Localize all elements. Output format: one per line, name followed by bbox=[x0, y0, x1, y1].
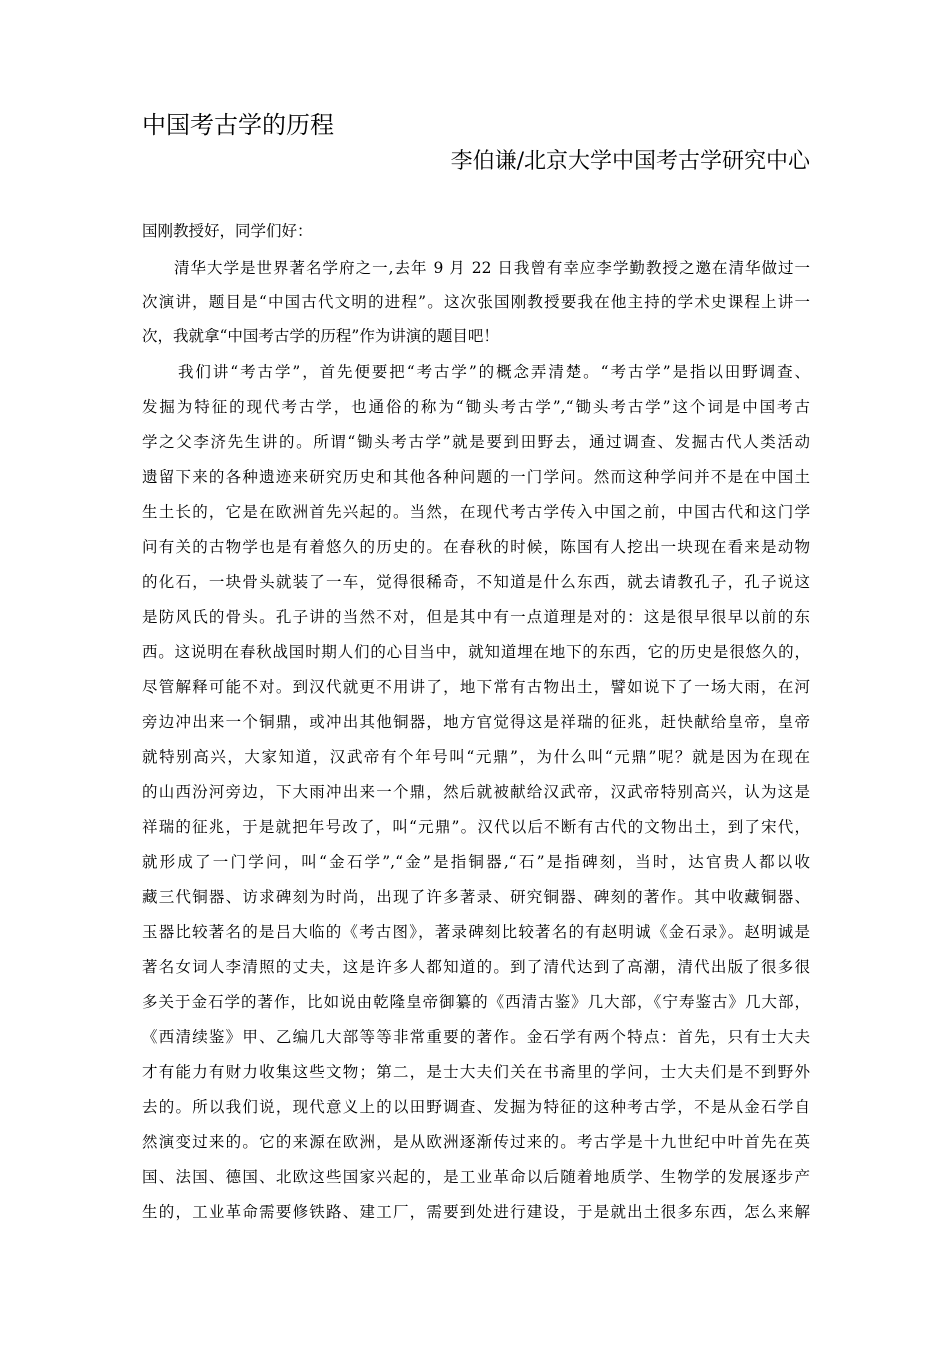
paragraph-line: 的化石，一块骨头就装了一车，觉得很稀奇，不知道是什么东西，就去请教孔子，孔子说这 bbox=[142, 573, 810, 591]
paragraph-line: 就形成了一门学问，叫“金石学”,“金”是指铜器,“石”是指碑刻，当时，达官贵人都以收 bbox=[142, 853, 810, 871]
paragraph-line: 祥瑞的征兆，于是就把年号改了，叫“元鼎”。汉代以后不断有古代的文物出土，到了宋代， bbox=[142, 818, 810, 836]
paragraph-line: 尽管解释可能不对。到汉代就更不用讲了，地下常有古物出土，譬如说下了一场大雨，在河 bbox=[142, 678, 810, 696]
paragraph-line: 次演讲，题目是“中国古代文明的进程”。这次张国刚教授要我在他主持的学术史课程上讲一 bbox=[142, 293, 810, 311]
paragraph-line: 国、法国、德国、北欧这些国家兴起的，是工业革命以后随着地质学、生物学的发展逐步产 bbox=[142, 1168, 810, 1186]
paragraph-line: 多关于金石学的著作，比如说由乾隆皇帝御纂的《西清古鉴》几大部，《宁寿鉴古》几大部， bbox=[142, 993, 810, 1011]
paragraph-line: 去的。所以我们说，现代意义上的以田野调查、发掘为特征的这种考古学，不是从金石学自 bbox=[142, 1098, 810, 1116]
paragraph-line: 的山西汾河旁边，下大雨冲出来一个鼎，然后就被献给汉武帝，汉武帝特别高兴，认为这是 bbox=[142, 783, 810, 801]
paragraph-line: 然演变过来的。它的来源在欧洲，是从欧洲逐渐传过来的。考古学是十九世纪中叶首先在英 bbox=[142, 1133, 810, 1151]
paragraph-line: 次，我就拿“中国考古学的历程”作为讲演的题目吧！ bbox=[142, 327, 499, 345]
paragraph-line: 生的，工业革命需要修铁路、建工厂，需要到处进行建设，于是就出土很多东西，怎么来解 bbox=[142, 1203, 810, 1221]
paragraph-line: 旁边冲出来一个铜鼎，或冲出其他铜器，地方官觉得这是祥瑞的征兆，赶快献给皇帝，皇帝 bbox=[142, 713, 810, 731]
paragraph-line: 玉器比较著名的是吕大临的《考古图》，著录碑刻比较著名的有赵明诚《金石录》。赵明诚是 bbox=[142, 923, 810, 941]
paragraph-line: 遗留下来的各种遗迹来研究历史和其他各种问题的一门学问。然而这种学问并不是在中国土 bbox=[142, 468, 810, 486]
paragraph-line: 著名女词人李清照的丈夫，这是许多人都知道的。到了清代达到了高潮，清代出版了很多很 bbox=[142, 958, 810, 976]
paragraph-line: 藏三代铜器、访求碑刻为时尚，出现了许多著录、研究铜器、碑刻的著作。其中收藏铜器、 bbox=[142, 888, 810, 906]
paragraph-line: 发掘为特征的现代考古学，也通俗的称为“锄头考古学”,“锄头考古学”这个词是中国考古 bbox=[142, 398, 810, 416]
paragraph-line: 就特别高兴，大家知道，汉武帝有个年号叫“元鼎”，为什么叫“元鼎”呢？就是因为在现在 bbox=[142, 748, 810, 766]
document-title: 中国考古学的历程 bbox=[142, 111, 334, 139]
paragraph-line: 是防风氏的骨头。孔子讲的当然不对，但是其中有一点道理是对的：这是很早很早以前的东 bbox=[142, 608, 810, 626]
paragraph-line: 问有关的古物学也是有着悠久的历史的。在春秋的时候，陈国有人挖出一块现在看来是动物 bbox=[142, 538, 810, 556]
paragraph-line: 学之父李济先生讲的。所谓“锄头考古学”就是要到田野去，通过调查、发掘古代人类活动 bbox=[142, 433, 810, 451]
greeting: 国刚教授好，同学们好： bbox=[142, 222, 313, 240]
paragraph-line: 我们讲“考古学”，首先便要把“考古学”的概念弄清楚。“考古学”是指以田野调查、 bbox=[178, 363, 810, 381]
paragraph-line: 清华大学是世界著名学府之一,去年 9 月 22 日我曾有幸应李学勤教授之邀在清华做过一 bbox=[174, 259, 810, 277]
paragraph-line: 才有能力有财力收集这些文物；第二，是士大夫们关在书斋里的学问，士大夫们是不到野外 bbox=[142, 1063, 810, 1081]
paragraph-line: 《西清续鉴》甲、乙编几大部等等非常重要的著作。金石学有两个特点：首先，只有士大夫 bbox=[142, 1028, 810, 1046]
author-byline: 李伯谦/北京大学中国考古学研究中心 bbox=[450, 149, 810, 174]
paragraph-line: 西。这说明在春秋战国时期人们的心目当中，就知道埋在地下的东西，它的历史是很悠久的， bbox=[142, 643, 810, 661]
paragraph-line: 生土长的，它是在欧洲首先兴起的。当然，在现代考古学传入中国之前，中国古代和这门学 bbox=[142, 503, 810, 521]
